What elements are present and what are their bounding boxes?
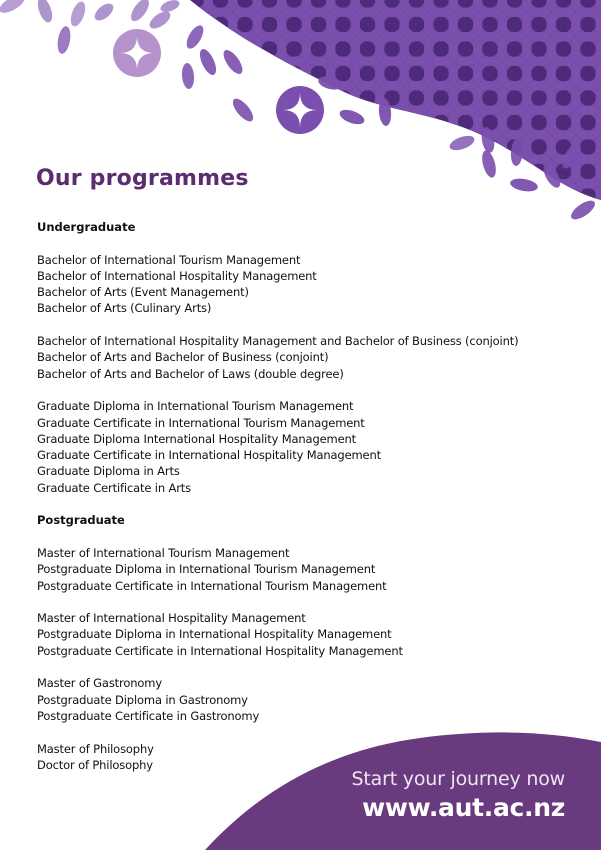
postgraduate-group	[37, 610, 557, 659]
petal-shape	[183, 23, 206, 52]
programme-item: Bachelor of Arts (Culinary Arts)	[37, 301, 212, 316]
petal-shape	[197, 47, 220, 77]
pattern-circle	[282, 159, 307, 184]
pattern-circle	[282, 61, 307, 86]
pattern-circle	[331, 184, 356, 209]
petal-shape	[509, 177, 539, 194]
pattern-circle	[404, 135, 429, 160]
programme-item: Bachelor of International Hospitality Management	[37, 268, 317, 283]
pattern-circle	[429, 159, 454, 184]
pattern-circle	[257, 61, 282, 86]
petal-shape	[68, 0, 88, 28]
petal-shape	[56, 25, 73, 55]
programme-item: Postgraduate Diploma in Gastronomy	[37, 692, 248, 707]
programme-item: Postgraduate Certificate in International Tourism Management	[37, 578, 387, 593]
programme-item: Postgraduate Diploma in International Tourism Management	[37, 562, 376, 577]
pattern-circle	[380, 184, 405, 209]
section-heading-postgraduate: Postgraduate	[37, 513, 125, 528]
pattern-circle	[282, 135, 307, 160]
pattern-circle	[233, 135, 258, 160]
petal-shape	[92, 0, 117, 23]
petal-shape	[229, 95, 256, 124]
petal-shape	[568, 197, 598, 223]
pattern-circle	[380, 159, 405, 184]
pattern-circle	[306, 135, 331, 160]
pattern-circle	[257, 184, 282, 209]
programme-item: Graduate Diploma in International Tourism Management	[37, 399, 354, 414]
star-medallion	[113, 29, 161, 77]
petal-shape	[220, 47, 246, 77]
pattern-circle	[551, 184, 576, 209]
programme-item: Postgraduate Certificate in Gastronomy	[37, 708, 260, 723]
programme-list	[37, 219, 557, 789]
petal-shape	[448, 133, 477, 153]
programme-item: Bachelor of Arts (Event Management)	[37, 285, 249, 300]
decorative-petal-pattern	[0, 0, 601, 230]
pattern-circle	[257, 135, 282, 160]
cta-tagline: Start your journey now	[351, 768, 565, 790]
undergraduate-group	[37, 252, 557, 317]
pattern-circle	[184, 110, 209, 135]
pattern-circle	[404, 110, 429, 135]
petal-shape	[480, 149, 499, 179]
programme-item: Graduate Certificate in International Hospitality Management	[37, 448, 381, 463]
undergraduate-group	[37, 333, 557, 382]
pattern-circle	[404, 184, 429, 209]
petal-shape	[181, 63, 195, 90]
pattern-circle	[453, 184, 478, 209]
petal-shape	[159, 0, 181, 14]
programme-item: Bachelor of Arts and Bachelor of Laws (double degree)	[37, 366, 344, 381]
programme-item: Doctor of Philosophy	[37, 757, 153, 772]
postgraduate-group	[37, 675, 557, 724]
programme-item: Postgraduate Diploma in International Hospitality Management	[37, 627, 392, 642]
programme-item: Bachelor of Arts and Bachelor of Business (conjoint)	[37, 350, 329, 365]
programme-item: Master of International Tourism Management	[37, 545, 290, 560]
pattern-circle	[184, 86, 209, 111]
pattern-circle	[355, 184, 380, 209]
pattern-circle	[331, 159, 356, 184]
section-heading-undergraduate: Undergraduate	[37, 220, 136, 234]
pattern-circle	[282, 184, 307, 209]
petal-shape	[338, 107, 367, 127]
pattern-circle	[355, 135, 380, 160]
pattern-circle	[355, 159, 380, 184]
call-to-action	[352, 766, 565, 824]
pattern-circle	[306, 159, 331, 184]
pattern-circle	[453, 159, 478, 184]
programme-item: Graduate Diploma in Arts	[37, 464, 180, 479]
pattern-circle	[380, 135, 405, 160]
pattern-circle	[208, 110, 233, 135]
pattern-circle	[208, 135, 233, 160]
pattern-circle	[404, 159, 429, 184]
pattern-circle	[184, 135, 209, 160]
programme-item: Master of International Hospitality Management	[37, 611, 306, 626]
page-title: Our programmes	[36, 166, 249, 191]
pattern-circle	[478, 184, 503, 209]
programme-item: Postgraduate Certificate in International Hospitality Management	[37, 643, 403, 658]
pattern-circle	[429, 184, 454, 209]
programme-item: Bachelor of International Tourism Management	[37, 252, 301, 267]
programme-item: Graduate Certificate in Arts	[37, 480, 191, 495]
pattern-circle	[208, 86, 233, 111]
petal-shape	[0, 0, 27, 16]
programme-item: Graduate Certificate in International Tourism Management	[37, 415, 365, 430]
website-link[interactable]: www.aut.ac.nz	[362, 793, 565, 822]
pattern-circle	[306, 184, 331, 209]
programme-item: Master of Philosophy	[37, 741, 154, 756]
postgraduate-group	[37, 545, 557, 594]
programme-item: Graduate Diploma International Hospitality Management	[37, 431, 356, 446]
programme-item: Master of Gastronomy	[37, 676, 162, 691]
pattern-circle	[331, 135, 356, 160]
star-medallion	[276, 86, 324, 134]
undergraduate-group	[37, 398, 557, 496]
petal-shape	[35, 0, 55, 24]
programme-item: Bachelor of International Hospitality Management and Bachelor of Business (conjoint)	[37, 334, 519, 349]
petal-shape	[147, 8, 174, 32]
pattern-circle	[257, 159, 282, 184]
petal-shape	[128, 0, 153, 24]
